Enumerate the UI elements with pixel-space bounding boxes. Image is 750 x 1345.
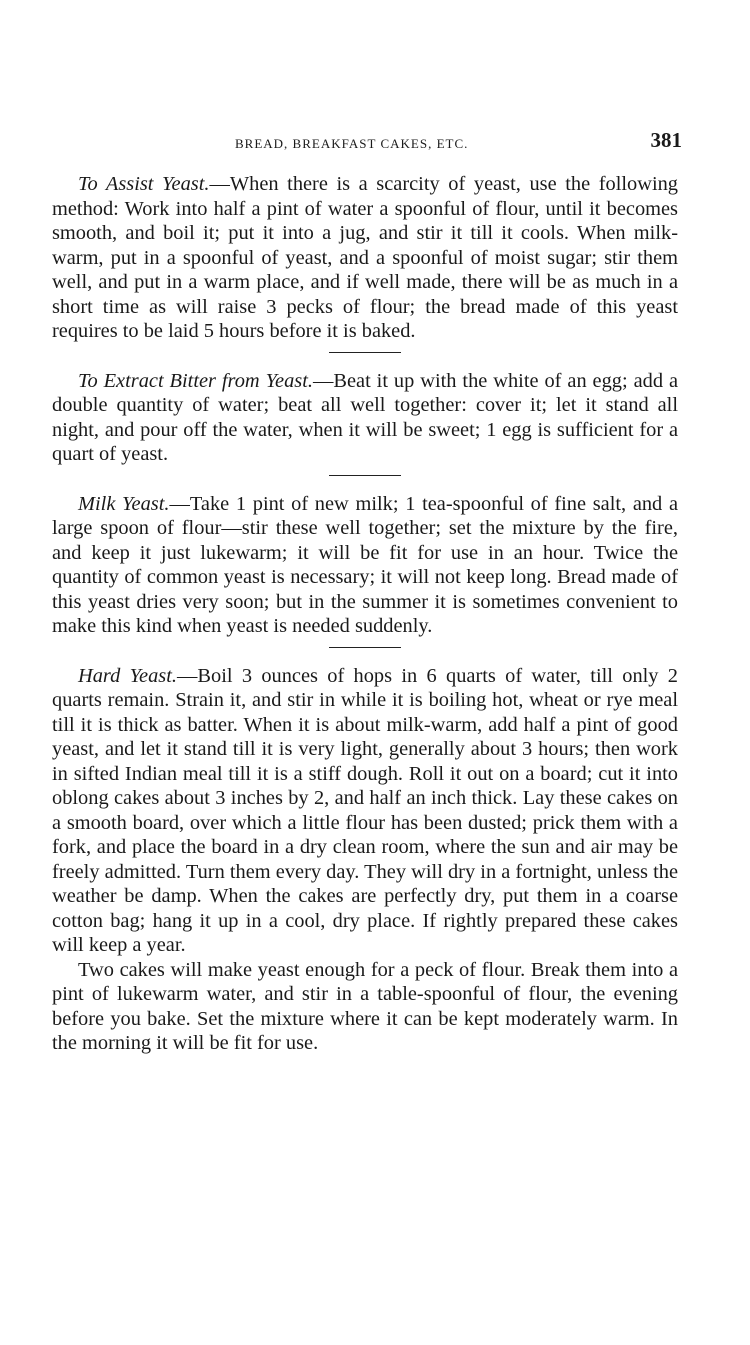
section-divider [329, 352, 401, 353]
recipe-body: —When there is a scarcity of yeast, use the following method: Work into half a pint of water a spoonful of flour, until it becomes smooth, and boil it; put it into a jug, and stir it till it cools. When milk-warm, put in a spoonful of yeast, and a spoonful of moist sugar; stir them well, and put in a warm place, and if well made, there will be as much in a short time as will raise 3 pecks of flour; the bread made of this yeast requires to be laid 5 hours before it is baked. [52, 173, 679, 342]
recipe-title: Hard Yeast. [78, 664, 178, 687]
running-head: BREAD, BREAKFAST CAKES, ETC. [235, 136, 469, 151]
recipe-paragraph [52, 369, 678, 467]
page-header [0, 128, 750, 158]
recipe-body: —Boil 3 ounces of hops in 6 quarts of water, till only 2 quarts remain. Strain it, and stir in while it is boiling hot, wheat or rye meal till it is thick as batter. When it is about milk-warm, add half a pint of good yeast, and let it stand till it is very light, generally about 3 hours; then work in sifted Indian meal till it is a stiff dough. Roll it out on a board; cut it into oblong cakes about 3 inches by 2, and half an inch thick. Lay these cakes on a smooth board, over which a little flour has been dusted; prick them with a fork, and place the board in a dry clean room, where the sun and air may be freely admitted. Turn them every day. They will dry in a fortnight, unless the weather be damp. When the cakes are perfectly dry, put them in a coarse cotton bag; hang it up in a cool, dry place. If rightly prepared these cakes will keep a year. [52, 664, 678, 956]
recipe-continuation: Two cakes will make yeast enough for a peck of flour. Break them into a pint of lukewarm water, and stir in a table-spoonful of flour, the evening before you bake. Set the mixture where it can be kept moderately warm. In the morning it will be fit for use. [52, 958, 678, 1054]
section-divider [329, 475, 401, 476]
section-divider [329, 647, 401, 648]
recipe-title: To Assist Yeast. [78, 173, 210, 195]
recipe-body: —Take 1 pint of new milk; 1 tea-spoonful of fine salt, and a large spoon of flour—stir these well together; set the mixture by the fire, and keep it just lukewarm; it will be fit for use in an hour. Twice the quantity of common yeast is necessary; it will not keep long. Bread made of this yeast dries very soon; but in the summer it is sometimes convenient to make this kind when yeast is needed suddenly. [52, 492, 678, 637]
recipe-title: Milk Yeast. [78, 492, 170, 515]
recipe-title: To Extract Bitter from Yeast. [78, 369, 313, 392]
page-body [52, 172, 678, 1056]
recipe-body: —Beat it up with the white of an egg; add a double quantity of water; beat all well together: cover it; let it stand all night, and pour off the water, when it will be sweet; 1 egg is sufficient for a quart of yeast. [52, 369, 679, 465]
recipe-paragraph [52, 664, 678, 958]
recipe-paragraph [52, 492, 678, 639]
recipe-paragraph [52, 172, 678, 344]
page-number: 381 [650, 128, 682, 152]
